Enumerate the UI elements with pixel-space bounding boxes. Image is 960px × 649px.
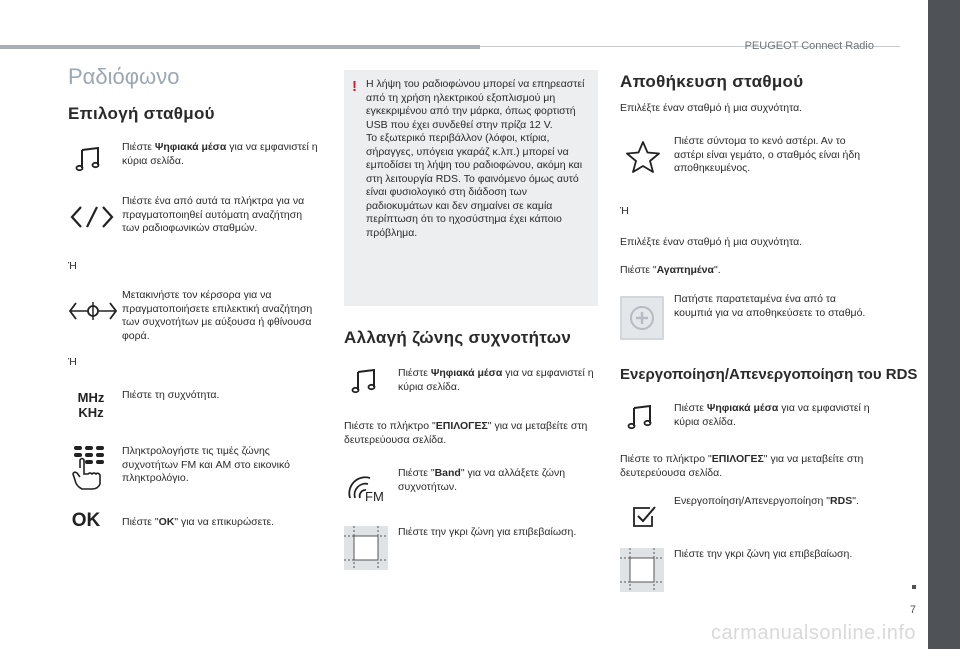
col3-intro: Επιλέξτε έναν σταθμό ή μια συχνότητα. bbox=[620, 102, 803, 114]
page-number: 7 bbox=[909, 604, 916, 616]
col2-band-text: Πιέστε "Band" για να αλλάξετε ζώνη συχνοτήτων. bbox=[398, 467, 566, 493]
mhz-khz-icon bbox=[70, 390, 112, 420]
col3-intro-2: Επιλέξτε έναν σταθμό ή μια συχνότητα. bbox=[620, 236, 803, 248]
page-marker bbox=[912, 585, 916, 589]
col3-star-text: Πιέστε σύντομα το κενό αστέρι. Αν το αστέρι είναι γεμάτο, ο σταθμός είναι ήδη αποθηκευμένος. bbox=[674, 135, 861, 174]
or-separator: Ή bbox=[620, 205, 629, 217]
col2-options-key-text: Πιέστε το πλήκτρο "ΕΠΙΛΟΓΕΣ" για να μεταβείτε στη δευτερεύουσα σελίδα. bbox=[344, 420, 588, 446]
col3-grey-zone-text: Πιέστε την γκρι ζώνη για επιβεβαίωση. bbox=[674, 548, 853, 560]
col3-plus-text: Πατήστε παρατεταμένα ένα από τα κουμπιά για να αποθηκεύσετε το σταθμό. bbox=[674, 293, 866, 319]
or-separator: Ή bbox=[68, 356, 77, 368]
watermark: carmanualsonline.info bbox=[710, 622, 916, 644]
or-separator: Ή bbox=[68, 260, 77, 272]
col1-keypad-text: Πληκτρολογήστε τις τιμές ζώνης συχνοτήτων FM και AM στο εικονικό πληκτρολόγιο. bbox=[122, 445, 290, 484]
music-note-icon bbox=[68, 140, 110, 178]
music-note-icon bbox=[620, 398, 662, 436]
col3-options-key-text: Πιέστε το πλήκτρο "ΕΠΙΛΟΓΕΣ" για να μεταβείτε στη δευτερεύουσα σελίδα. bbox=[620, 453, 864, 479]
music-note-icon bbox=[344, 362, 386, 400]
warning-icon: ! bbox=[352, 78, 357, 95]
side-bar bbox=[928, 0, 960, 649]
add-favorite-icon bbox=[620, 296, 664, 340]
seek-arrows-icon bbox=[68, 198, 116, 236]
fm-band-icon bbox=[346, 472, 390, 512]
col3-music-text: Πιέστε Ψηφιακά μέσα για να εμφανιστεί η κύρια σελίδα. bbox=[674, 402, 870, 428]
grey-zone-icon bbox=[620, 548, 664, 592]
col2-music-text: Πιέστε Ψηφιακά μέσα για να εμφανιστεί η κύρια σελίδα. bbox=[398, 367, 594, 393]
section-title-save-station: Αποθήκευση σταθμού bbox=[620, 72, 804, 91]
section-title-rds: Ενεργοποίηση/Απενεργοποίηση του RDS bbox=[620, 366, 918, 383]
col1-arrows-text: Πιέστε ένα από αυτά τα πλήκτρα για να πραγματοποιηθεί αυτόματη αναζήτηση των ραδιοφωνικών σταθμών. bbox=[122, 195, 305, 234]
col1-music-text: Πιέστε Ψηφιακά μέσα για να εμφανιστεί η κύρια σελίδα. bbox=[122, 141, 318, 167]
section-title-band-change: Αλλαγή ζώνης συχνοτήτων bbox=[344, 328, 572, 347]
fm-icon-label: FM bbox=[365, 489, 384, 504]
col3-favorites-text: Πιέστε "Αγαπημένα". bbox=[620, 264, 721, 276]
khz-icon-label: KHz bbox=[78, 405, 104, 420]
keypad-hand-icon bbox=[68, 444, 112, 490]
page-title: Ραδιόφωνο bbox=[68, 64, 180, 89]
warning-note-text: Η λήψη του ραδιοφώνου μπορεί να επηρεαστεί από τη χρήση ηλεκτρικού εξοπλισμού μη εγκεκριμένου από την μάρκα, όπως φορτιστή USB που έχει συνδεθεί στην πρίζα 12 V. Το εξωτερικό περιβάλλον (λόφοι, κτίρια, σήραγγες, υπόγεια γκαράζ κ.λπ.) μπορεί να εμποδίσει τη λήψη του ραδιοφώνου, ακόμη και στη λειτουργία RDS. Το φαινόμενο όμως αυτό είναι φυσιολογικό στη διάδοση των ραδιοκυμάτων και δεν σημαίνει σε καμία περίπτωση ότι το ηχοσύστημα έχει κάποιο πρόβλημα. bbox=[366, 78, 585, 239]
col1-ok-text: Πιέστε "OK" για να επικυρώσετε. bbox=[122, 516, 275, 528]
col3-rds-text: Ενεργοποίηση/Απενεργοποίηση "RDS". bbox=[674, 495, 859, 507]
col1-cursor-text: Μετακινήστε τον κέρσορα για να πραγματοποιήσετε επιλεκτική αναζήτηση των συχνοτήτων με αύξουσα ή φθίνουσα φορά. bbox=[122, 289, 313, 342]
col1-frequency-text: Πιέστε τη συχνότητα. bbox=[122, 389, 220, 401]
checkbox-icon bbox=[622, 498, 664, 536]
ok-icon: OK bbox=[71, 510, 101, 531]
star-icon bbox=[622, 138, 664, 176]
grey-zone-icon bbox=[344, 526, 388, 570]
mhz-icon-label: MHz bbox=[77, 390, 105, 405]
section-title-select-station: Επιλογή σταθμού bbox=[68, 104, 215, 123]
header-brand: PEUGEOT Connect Radio bbox=[744, 40, 874, 52]
col2-grey-zone-text: Πιέστε την γκρι ζώνη για επιβεβαίωση. bbox=[398, 526, 577, 538]
tuning-cursor-icon bbox=[68, 292, 118, 330]
header-rule bbox=[0, 45, 480, 49]
